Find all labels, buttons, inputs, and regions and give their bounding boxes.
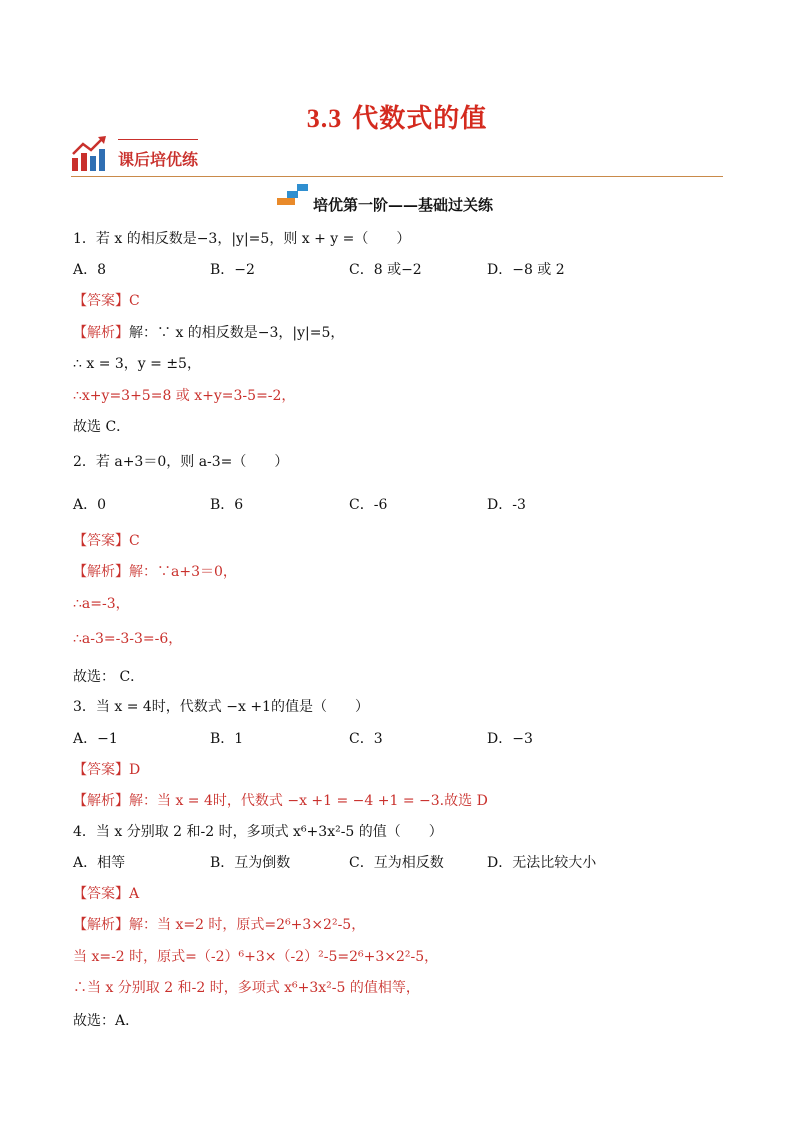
q2-option-b: B．6 — [210, 497, 244, 513]
q1-analysis-line-1: 【解析】解：∵ x 的相反数是−3，|y|=5， — [73, 325, 345, 341]
q3-option-a: A．−1 — [73, 731, 118, 747]
question-1: 1．若 x 的相反数是−3，|y|=5，则 x + y =（ ） — [73, 231, 411, 247]
q4-answer-value: A — [129, 886, 140, 902]
section-divider — [71, 176, 723, 177]
q1-answer-value: C — [129, 293, 140, 309]
q4-option-b: B．互为倒数 — [210, 855, 291, 871]
q1-answer-tag: 【答案】 — [73, 293, 129, 309]
q3-option-b: B．1 — [210, 731, 244, 747]
q4-answer-tag: 【答案】 — [73, 886, 129, 902]
q2-answer-value: C — [129, 533, 140, 549]
q2-analysis-tag: 【解析】 — [73, 564, 129, 580]
q4-analysis-line-3: ∴当 x 分别取 2 和-2 时，多项式 x⁶+3x²-5 的值相等， — [73, 980, 420, 996]
q1-option-b: B．−2 — [210, 262, 255, 278]
q1-analysis-tag: 【解析】 — [73, 325, 129, 341]
title-number: 3.3 — [306, 104, 343, 133]
q3-answer-tag: 【答案】 — [73, 762, 129, 778]
stage-title: 培优第一阶——基础过关练 — [313, 196, 494, 214]
q2-option-a: A．0 — [73, 497, 107, 513]
q2-analysis-line-2: ∴a=-3， — [73, 596, 130, 612]
question-3: 3．当 x = 4时，代数式 −x +1的值是（ ） — [73, 699, 369, 715]
q1-analysis-line-3: ∴x+y=3+5=8 或 x+y=3-5=-2， — [73, 388, 296, 404]
q4-analysis-line-1: 【解析】解：当 x=2 时，原式=2⁶+3×2²-5， — [73, 917, 366, 933]
q2-answer — [73, 530, 140, 550]
q3-option-c: C．3 — [349, 731, 383, 747]
q2-answer-tag: 【答案】 — [73, 533, 129, 549]
q4-option-a: A．相等 — [73, 855, 126, 871]
q2-option-c: C．-6 — [349, 497, 388, 513]
q3-analysis-line-1: 【解析】解：当 x = 4时，代数式 −x +1 = −4 +1 = −3.故选 D — [73, 793, 488, 809]
q1-option-a: A．8 — [73, 262, 107, 278]
q1-option-c: C．8 或−2 — [349, 262, 422, 278]
q1-analysis-line-4: 故选 C． — [73, 419, 131, 435]
q4-analysis-line-2: 当 x=-2 时，原式=（-2）⁶+3×（-2）²-5=2⁶+3×2²-5， — [73, 949, 439, 965]
q4-option-d: D．无法比较大小 — [487, 855, 597, 871]
q4-answer — [73, 883, 139, 903]
question-2: 2．若 a+3＝0，则 a-3=（ ） — [73, 454, 289, 470]
q3-analysis-tag: 【解析】 — [73, 793, 129, 809]
q3-option-d: D．−3 — [487, 731, 533, 747]
q2-analysis-line-1: 【解析】解：∵a+3＝0， — [73, 564, 237, 580]
q3-answer — [73, 759, 140, 779]
page-title — [0, 98, 794, 135]
q4-analysis-tag: 【解析】 — [73, 917, 129, 933]
q1-analysis-line-2: ∴ x = 3，y = ±5， — [73, 356, 201, 372]
section-label: 课后培优练 — [118, 150, 199, 169]
growth-chart-icon — [71, 134, 107, 172]
question-4: 4．当 x 分别取 2 和-2 时，多项式 x⁶+3x²-5 的值（ ） — [73, 824, 443, 840]
q3-answer-value: D — [129, 762, 141, 778]
q4-option-c: C．互为相反数 — [349, 855, 444, 871]
q4-analysis-line-4: 故选：A． — [73, 1013, 140, 1029]
q2-analysis-line-4: 故选： C． — [73, 669, 145, 685]
q1-answer — [73, 290, 140, 310]
stairs-icon — [275, 183, 309, 209]
title-text: 代数式的值 — [352, 104, 488, 134]
q2-option-d: D．-3 — [487, 497, 526, 513]
q2-analysis-line-3: ∴a-3=-3-3=-6， — [73, 631, 183, 647]
section-top-line — [118, 139, 198, 140]
q1-option-d: D．−8 或 2 — [487, 262, 565, 278]
